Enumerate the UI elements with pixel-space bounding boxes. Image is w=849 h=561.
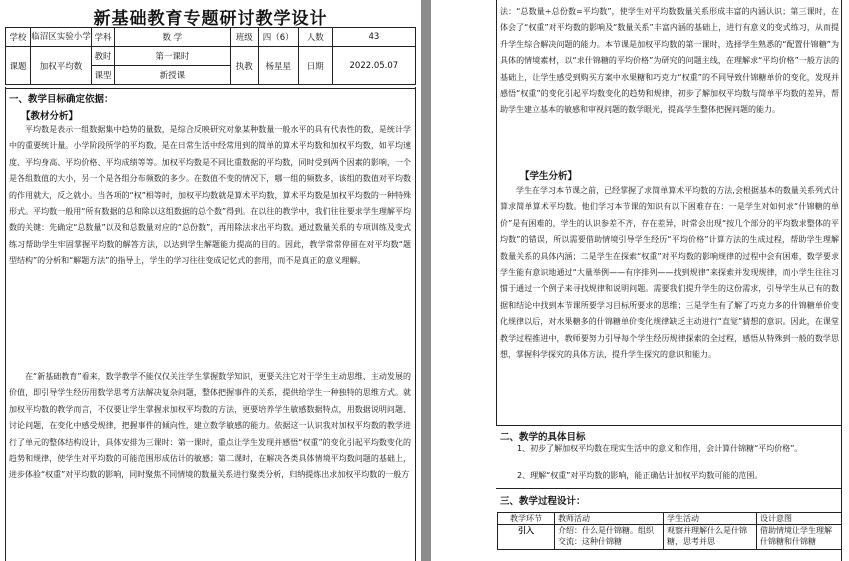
- border-left: [5, 87, 6, 561]
- subject-label: 学科: [92, 28, 115, 47]
- proc-header-intent: 设计意图: [757, 513, 842, 525]
- lesson-no-label: 教时: [92, 47, 115, 66]
- teacher-label: 执教: [230, 47, 258, 85]
- divider: [496, 488, 841, 489]
- topic-label: 课题: [6, 47, 31, 85]
- count-label: 人数: [298, 28, 332, 47]
- divider: [5, 88, 416, 89]
- paragraph-student-analysis: 学生在学习本节课之前，已经掌握了求简单算术平均数的方法,会根据基本的数量关系列式计算求简单算术平均数。他们学习本节课的知识有以下困难存在：一是学生对如何求“什锦糖的单价”是有困难的，学生的认识参差不齐，存在差异，时常会出现“按几个部分的平均数求整体的平均数”的错误，所以需要借助情境引导学生经历“平均价格”计算方法的生成过程，帮助学生理解数量关系的具体内涵；二是学生在探索“权重”对平均数的影响规律的过程中会有困难，数学要求学生能有意识地通过“大量举例——有序排列——找到规律”来探索并发现规律，而小学生往往习惯于通过一个例子来寻找规律和说明问题。需要我们提升学生的这份需求，引导学生从已有的数据和结论中找到本节课所要学习目标所要求的思维；三是学生有了解了巧克力多的什锦糖单价变化规律以后，对水果糖多的什锦糖单价变化规律缺乏主动进行“直觉”猜想的意识。因此，在课堂教学过程推进中，教师要努力引导每个学生经历规律探索的全过程，感悟从特殊到一般的数学思想，掌握科学探究的具体方法，提升学生探究的意识和能力。: [500, 186, 839, 360]
- border-right: [415, 87, 416, 561]
- paragraph-textbook-analysis: 平均数是表示一组数据集中趋势的量数，是综合反映研究对象某种数量一般水平的具有代表性的数，是统计学中的重要统计量。小学阶段所学的平均数，是在日常生活中经常用到的简单的算术平均数和加权平均数，如平均速度、平均身高、平均价格、平均成绩等等。加权平均数是不同比重数据的平均数，同时受到两个因素的影响，一个是各组数值的大小，另一个是各组分布频数的多少。在数值不变的情况下，哪一组的频数多，该组的数值对平均数的作用就大，反之就小。当各项的“权”相等时，加权平均数就是算术平均数，算术平均数是加权平均数的一种特殊形式。平均数一般用“所有数据的总和除以这组数据的总个数”得到。在以往的教学中，我们往往要求学生理解平均数的关键：先确定“总数量”以及和总数量对应的“总份数”，再用除法求出平均数。通过数量关系的专项训练及变式练习帮助学生牢固掌握平均数的解答方法，以达到学生解题能力提高的目的。因此，教学常常停留在对平均数“题型结构”的分析和“解题方法”的指导上，学生的学习往往变成记忆式的套用，而不是真正的意义理解。: [9, 125, 411, 266]
- document-page-left: [0, 0, 421, 561]
- lesson-no-value: 第一课时: [115, 47, 231, 66]
- proc-cell-intent: 借助情境让学生理解什锦糖和什锦糖: [757, 525, 842, 550]
- proc-header-teacher: 教师活动: [555, 513, 664, 525]
- objective-1: 1、初步了解加权平均数在现实生活中的意义和作用，会计算什锦糖“平均价格”。: [517, 444, 803, 453]
- teacher-value: 杨星星: [258, 47, 298, 85]
- objective-2: 2、理解“权重”对平均数的影响，能正确估计加权平均数可能的范围。: [517, 471, 763, 480]
- class-value: 四（6）: [258, 28, 298, 47]
- school-value: 临沼区实验小学: [31, 28, 92, 47]
- proc-cell-teacher: 介绍：什么是什锦糖。组织交流：这种什锦糖: [555, 525, 664, 550]
- date-value: 2022.05.07: [332, 47, 415, 85]
- subject-value: 数 学: [115, 28, 231, 47]
- document-page-right: [431, 0, 849, 561]
- type-value: 新授课: [115, 66, 231, 85]
- proc-cell-stage: 引入: [498, 525, 555, 550]
- proc-header-student: 学生活动: [664, 513, 757, 525]
- proc-header-stage: 教学环节: [498, 513, 555, 525]
- process-table: [497, 512, 842, 550]
- divider: [496, 425, 841, 426]
- subheading-textbook: 【教材分析】: [21, 111, 79, 122]
- type-label: 课型: [92, 66, 115, 85]
- subheading-student: 【学生分析】: [520, 171, 578, 182]
- class-label: 班级: [230, 28, 258, 47]
- section-heading-basis: 一、教学目标确定依据：: [9, 94, 114, 105]
- section-heading-process: 三、教学过程设计：: [500, 496, 586, 507]
- border-right: [841, 0, 842, 561]
- document-title: 新基础教育专题研讨教学设计: [93, 9, 328, 29]
- proc-cell-student: 观察并理解什么是什锦糖，思考并思: [664, 525, 757, 550]
- paragraph-method: 法：“总数量÷总份数=平均数”，使学生对平均数数量关系形成丰富的内涵认识；第三课时，在体会了“权重”对平均数的影响及“数量关系”丰富内涵的基础上，进行有意义的变式练习，从而提升学生综合解决问题的能力。本节课是加权平均数的第一课时，选择学生熟悉的“配置什锦糖”为具体的情境素材，以“求什锦糖的平均价格”为研究的问题主线，在理解求“平均价格”一般方法的基础上，让学生感受到购买方案中水果糖和巧克力“权重”的不同导致什锦糖单价的变化，发现并感悟“权重”的变化引起平均数变化的趋势和规律，初步了解加权平均数与简单平均数的差异，帮助学生建立基本的敏感和审视问题的数学眼光，提高学生整体把握问题的能力。: [500, 7, 839, 115]
- date-label: 日期: [298, 47, 332, 85]
- topic-value: 加权平均数: [31, 47, 92, 85]
- section-heading-objectives: 二、教学的具体目标: [500, 432, 586, 443]
- info-table: [5, 27, 416, 85]
- border-left: [496, 0, 497, 425]
- paragraph-new-basic-education: 在“新基础教育”看来，数学教学不能仅仅关注学生掌握数学知识，更要关注它对于学生主动思维、主动发展的价值，即引导学生经历用数学思考方法解决复杂问题，整体把握事件的关系，提供给学生一种独特的思维方式。就加权平均数的教学而言，不仅要让学生掌握求加权平均数的方法，更要培养学生敏感数据特点，用数据说明问题、讨论问题，在变化中感受规律，把握事件的倾向性，建立数学敏感的能力。依据这一认识我对加权平均数的教学进行了单元的整体结构设计，具体安排为三课时：第一课时，重点让学生发现并感悟“权重”的变化引起平均数变化的趋势和规律，使学生对平均数的可能范围形成估计的敏感；第二课时，在解决各类具体情境平均数问题的基础上，进步体验“权重”对平均数的影响，同时聚焦不同情境的数量关系进行聚类分析，归纳提炼出求加权平均数的一般方: [9, 372, 411, 480]
- count-value: 43: [332, 28, 415, 47]
- school-label: 学校: [6, 28, 31, 47]
